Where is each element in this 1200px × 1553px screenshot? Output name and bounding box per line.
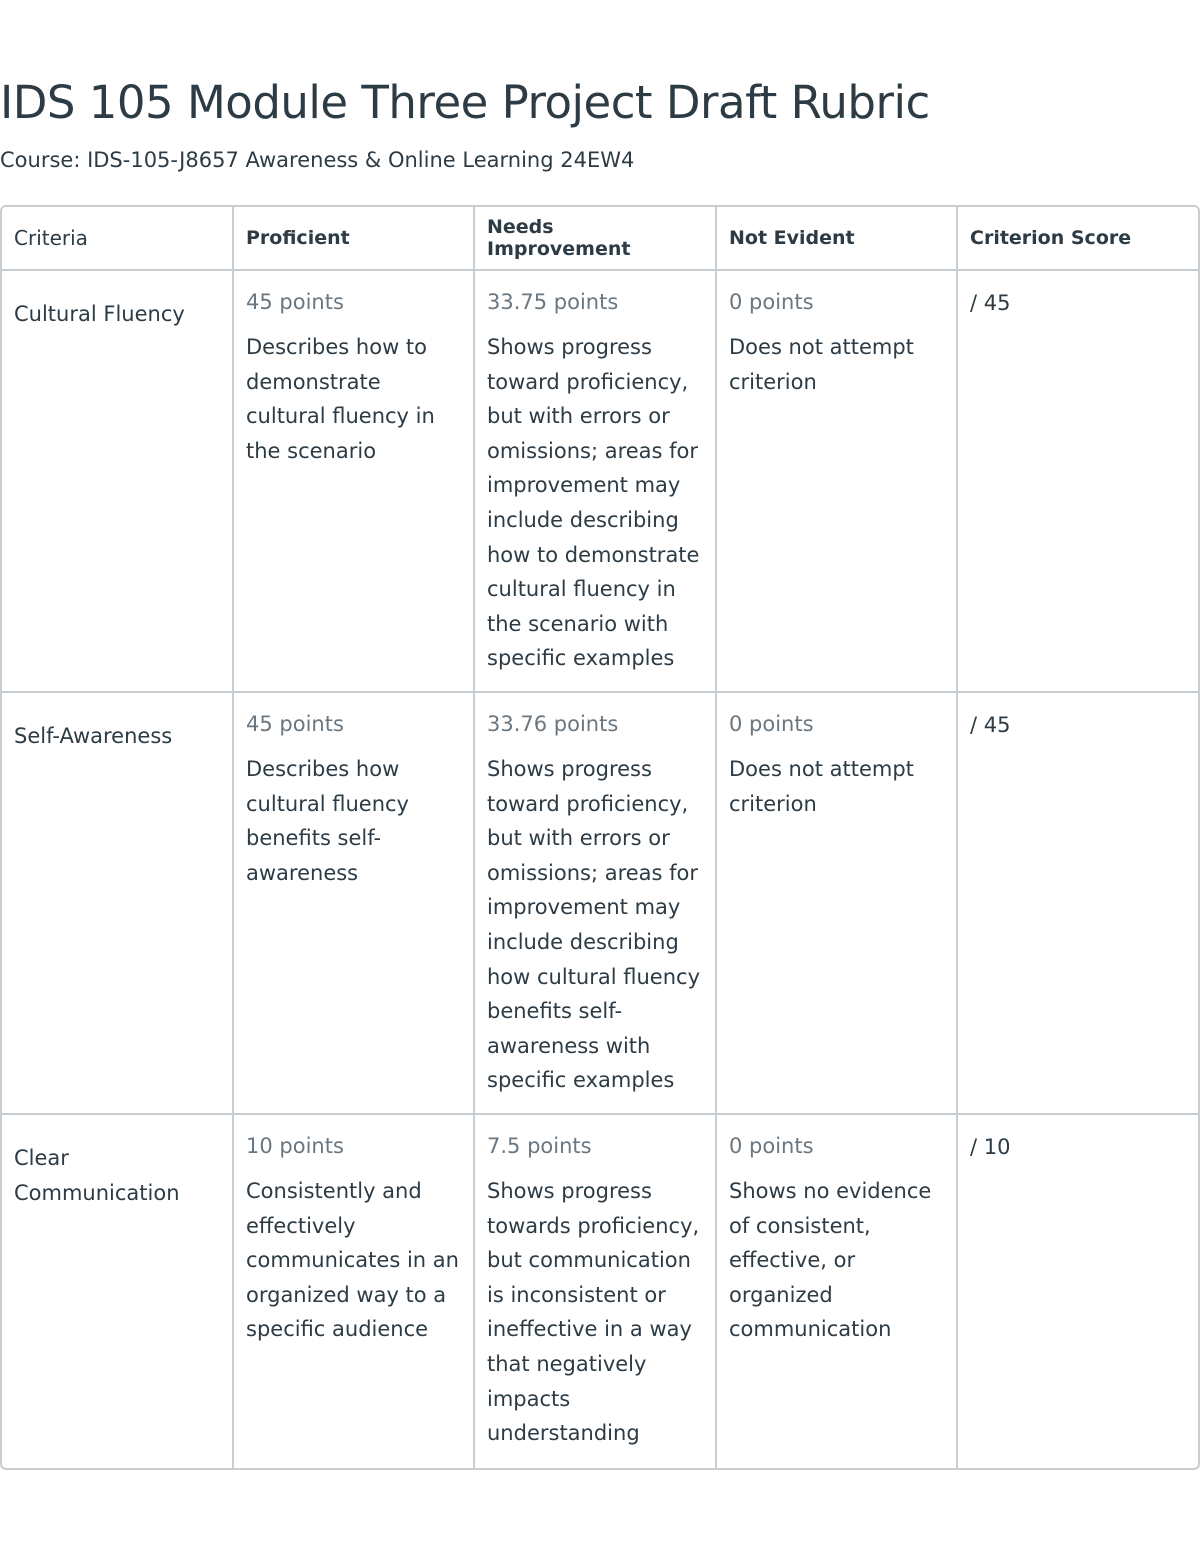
rating-points: 33.75 points bbox=[487, 290, 619, 314]
rating-points: 45 points bbox=[246, 712, 344, 736]
criterion-cell bbox=[2, 270, 233, 692]
rubric-table-container bbox=[0, 205, 1200, 1470]
course-name: Course: IDS-105-J8657 Awareness & Online Learning 24EW4 bbox=[0, 148, 635, 172]
rating-description: Shows progress toward proficiency, but with errors or omissions; areas for improvement may include describing how to demonstrate cultural fluency in the scenario with specific examples bbox=[487, 335, 700, 671]
rating-description: Shows progress toward proficiency, but with errors or omissions; areas for improvement may include describing how cultural fluency benefits self-awareness with specific examples bbox=[487, 757, 700, 1093]
criterion-name: Clear Communication bbox=[14, 1146, 180, 1205]
rating-description: Shows no evidence of consistent, effective, or organized communication bbox=[729, 1179, 932, 1342]
criterion-score-cell bbox=[957, 270, 1198, 692]
rating-points: 0 points bbox=[729, 712, 814, 736]
criterion-row-self-awareness bbox=[2, 692, 1198, 1114]
criterion-name: Cultural Fluency bbox=[14, 302, 185, 326]
rating-description: Consistently and effectively communicates in an organized way to a specific audience bbox=[246, 1179, 459, 1342]
rating-needs-improvement[interactable] bbox=[474, 270, 716, 692]
criterion-name: Self-Awareness bbox=[14, 724, 173, 748]
rating-not-evident[interactable] bbox=[716, 692, 957, 1114]
criterion-row-cultural-fluency bbox=[2, 270, 1198, 692]
criterion-score: / 45 bbox=[970, 713, 1011, 737]
rating-needs-improvement[interactable] bbox=[474, 1114, 716, 1468]
header-row bbox=[2, 207, 1198, 270]
header-proficient: Proficient bbox=[233, 207, 474, 270]
rating-not-evident[interactable] bbox=[716, 1114, 957, 1468]
rating-points: 0 points bbox=[729, 1134, 814, 1158]
rating-points: 10 points bbox=[246, 1134, 344, 1158]
criterion-cell bbox=[2, 692, 233, 1114]
rating-description: Shows progress towards proficiency, but communication is inconsistent or ineffective in a way that negatively impacts understanding bbox=[487, 1179, 700, 1446]
rating-description: Does not attempt criterion bbox=[729, 757, 914, 816]
rating-proficient[interactable] bbox=[233, 270, 474, 692]
criterion-cell bbox=[2, 1114, 233, 1468]
rating-description: Describes how to demonstrate cultural fluency in the scenario bbox=[246, 335, 435, 463]
rating-points: 33.76 points bbox=[487, 712, 619, 736]
criterion-score: / 45 bbox=[970, 291, 1011, 315]
header-needs-improvement: Needs Improvement bbox=[474, 207, 716, 270]
header-not-evident: Not Evident bbox=[716, 207, 957, 270]
rating-description: Does not attempt criterion bbox=[729, 335, 914, 394]
rating-not-evident[interactable] bbox=[716, 270, 957, 692]
rating-needs-improvement[interactable] bbox=[474, 692, 716, 1114]
criterion-row-clear-communication bbox=[2, 1114, 1198, 1468]
rating-description: Describes how cultural fluency benefits self-awareness bbox=[246, 757, 409, 885]
criterion-score: / 10 bbox=[970, 1135, 1011, 1159]
criterion-score-cell bbox=[957, 1114, 1198, 1468]
rating-proficient[interactable] bbox=[233, 1114, 474, 1468]
rating-points: 45 points bbox=[246, 290, 344, 314]
page-title: IDS 105 Module Three Project Draft Rubric bbox=[0, 76, 930, 129]
rating-proficient[interactable] bbox=[233, 692, 474, 1114]
rating-points: 7.5 points bbox=[487, 1134, 592, 1158]
header-criterion-score: Criterion Score bbox=[957, 207, 1198, 270]
header-criteria: Criteria bbox=[2, 207, 233, 270]
rubric-table bbox=[2, 207, 1198, 1468]
criterion-score-cell bbox=[957, 692, 1198, 1114]
rating-points: 0 points bbox=[729, 290, 814, 314]
